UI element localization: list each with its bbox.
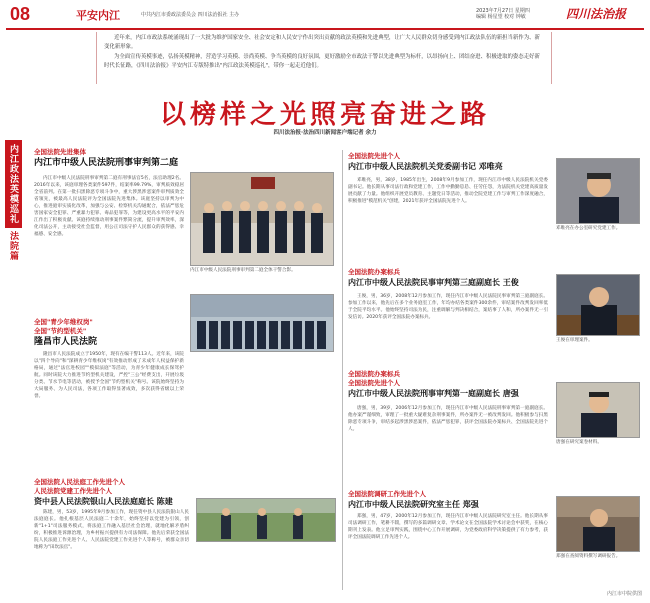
field-photo-image [197, 499, 336, 542]
photo-caption-6: 唐强在研究案卷材料。 [556, 440, 602, 445]
intro-paragraph: 为全面宣传英模事迹，弘扬英模精神，营造学习英模、崇尚英模、争当英模的良好氛围，更好激励全市政法干警以先进典型为标杆，以昂扬向上、团结奋进、积极进取的姿态走好新时代长征路，《四川法治报》平安内江专版特推出"内江政法英模巡礼"，带你一起走近他们。 [104, 54, 540, 69]
photo-caption-1: 内江市中级人民法院刑事审判第二庭全体干警合影。 [190, 268, 296, 273]
masthead [6, 4, 644, 28]
date-block [476, 8, 530, 20]
portrait-4-image [557, 497, 640, 552]
section-name: 平安内江 [76, 9, 120, 22]
portrait-2 [556, 274, 640, 336]
field-photo [196, 498, 336, 542]
article-kicker: 全国法院办案标兵 [348, 268, 400, 276]
article-body: 陈建，男，53岁，1995年9月参加工作，现任资中县人民法院银山人民法庭庭长。他扎根基层人民法庭二十余年，始终坚持以党建为引领，创新"1+1"司法服务模式，将法庭工作融入基层社会治理，就地化解矛盾纠纷，积极推进诉源治理，为乡村振兴提供有力司法保障。他先后荣获全国法院人民法庭工作先进个人、人民法院党建工作先进个人等称号，被群众亲切地称为"田坎法官"。 [34, 510, 189, 550]
photo-caption-7: 郑强在查阅资料撰写调研报告。 [556, 554, 621, 559]
group-photo-1-image [191, 173, 334, 266]
article-kicker-secondary: 人民法院党建工作先进个人 [34, 487, 112, 495]
article-kicker: 全国法院人民法庭工作先进个人 [34, 478, 125, 486]
article-body: 内江市中级人民法院刑事审判第二庭有刑事法官5名，法官助理2名。2016年以来，该庭审理各类案件597件，结案率99.79%，审判质效稳居全省前列。在第一批扫黑除恶专项斗争中，重大涉黑涉恶案件审判质效全省领先，被最高人民法院评为全国法院先进集体。该庭坚持以审判为中心，推进庭审实质化改革，加强与公安、检察机关沟通配合，依法严惩危害国家安全犯罪、严重暴力犯罪、毒品犯罪等，为建设更高水平的平安内江作出了积极贡献。该庭持续推动刑事案件繁简分流，提升审判效率，深化司法公开，主动接受社会监督，用公正司法守护人民群众的获得感、幸福感、安全感。 [34, 176, 184, 237]
portrait-3-image [557, 383, 640, 438]
article-kicker: 全国法院先进集体 [34, 148, 86, 156]
article-title: 内江市中级人民法院机关党委副书记 邓唯亮 [348, 162, 503, 171]
masthead-meta: 中共内江市委政法委员会 四川法治报社 主办 [141, 12, 240, 18]
article-2-body [34, 348, 184, 400]
article-kicker-secondary: 全国法院先进个人 [348, 379, 400, 387]
article-kicker: 全国"青少年维权岗" [34, 318, 93, 326]
article-7-body [348, 510, 548, 541]
article-title: 隆昌市人民法院 [34, 337, 98, 347]
portrait-1-image [557, 159, 640, 224]
article-6-body [348, 402, 548, 433]
column-divider [342, 150, 343, 590]
portrait-4 [556, 496, 640, 552]
article-body: 王俊，男，36岁，2008年12月参加工作，现任内江市中级人民法院民事审判第三庭副庭长。参加工作以来，他先后在多个业务庭室工作，年均办结各类案件300余件，审结案件改判发回率低于全院平均水平。他始终坚持司法为民，注重调解与判决相结合，案结事了人和，所办案件无一引发信访。2020年获评全国法院办案标兵。 [348, 294, 548, 320]
portrait-2-image [557, 275, 640, 336]
intro-paragraph: 近年来，内江市政法系统涌现出了一大批为维护国家安全、社会安定和人民安宁作出突出贡献的政法英模和先进典型，让广大人民群众切身感受到内江政法队伍的新担当新作为、新变化新形象。 [104, 35, 540, 50]
article-5-body [348, 290, 548, 321]
photo-caption-5: 王俊在审理案件。 [556, 338, 593, 343]
article-1 [34, 148, 334, 169]
portrait-1 [556, 158, 640, 224]
article-1-body [34, 172, 184, 238]
byline: 四川法治报·法治四川新闻客户端记者 余力 [273, 130, 377, 136]
article-title: 内江市中级人民法院研究室主任 郑强 [348, 500, 479, 509]
column-banner [5, 140, 21, 264]
article-kicker-secondary: 全国"节约型机关" [34, 327, 87, 335]
portrait-3 [556, 382, 640, 438]
paper-logo: 四川法治报 [566, 7, 627, 21]
article-kicker: 全国法院办案标兵 [348, 370, 400, 378]
page-number: 08 [10, 4, 31, 24]
article-body: 唐强，男，39岁，2006年12月参加工作，现任内江市中级人民法院刑事审判第一庭副庭长。他办案严谨细致，审理了一批重大疑难复杂刑事案件，所办案件无一被改判发回。他积极参与扫黑除恶专项斗争，审结多起涉黑涉恶案件，依法严惩犯罪，获评全国法院办案标兵、全国法院先进个人。 [348, 406, 548, 432]
photo-caption-4: 邓唯亮在办公室研究党建工作。 [556, 226, 621, 231]
article-body: 隆昌市人民法院成立于1950年，现有在编干警113人。近年来，该院以"四个导向"和"深耕青少年维权岗"有效推动形成了未成年人权益保护新格局，通过"法官进校园""模拟法庭"等活动，为青少年健康成长保驾护航。同时该院大力推进节约型机关建设，严控"三公"经费支出，开展垃圾分类、节水节电等活动，被授予全国"节约型机关"称号。该院始终坚持为大局服务、为人民司法，各项工作取得显著成效，多次获得省级以上荣誉。 [34, 352, 184, 399]
banner-category: 法院篇 [8, 231, 18, 261]
group-photo-2-image [191, 295, 334, 352]
masthead-rule [6, 28, 644, 30]
article-title: 资中县人民法院银山人民法庭庭长 陈建 [34, 497, 173, 506]
intro [104, 34, 544, 71]
date-line: 2023年7月27日 星期四 [476, 8, 530, 14]
article-title: 内江市中级人民法院刑事审判第一庭副庭长 唐强 [348, 389, 519, 398]
editor-line: 编辑 杨星望 校对 钟敏 [476, 14, 526, 20]
banner-red: 内江政法英模巡礼 [5, 140, 22, 228]
article-body: 邓唯亮，男，38岁，1985年出生，2008年9月参加工作，现任内江市中级人民法院机关党委副书记。他长期从事司法行政和党建工作，工作中勤勤恳恳、任劳任怨，为法院机关党建高质量发展贡献了力量。他组织开展党员教育、主题党日等活动，推动全院党建工作与审判工作深度融合，积极推进"模范机关"创建，2021年获评全国法院先进个人。 [348, 178, 548, 204]
photo-credit: 内江市中院供图 [606, 591, 642, 597]
article-4-body [348, 174, 548, 205]
group-photo-2 [190, 294, 334, 352]
article-3-body [34, 506, 189, 551]
group-photo-1 [190, 172, 334, 266]
article-body: 郑强，男，47岁，2000年12月参加工作，现任内江市中级人民法院研究室主任。他长期从事司法调研工作，笔耕不辍，撰写的多篇调研文章、学术论文在全国法院学术讨论会中获奖，在核心期刊上发表。他立足审判实践，围绕中心工作开展调研，为党委政府科学决策提供了有力参考，获评全国法院调研工作先进个人。 [348, 514, 548, 540]
article-title: 内江市中级人民法院刑事审判第二庭 [34, 158, 179, 168]
article-kicker: 全国法院调研工作先进个人 [348, 490, 426, 498]
article-title: 内江市中级人民法院民事审判第三庭副庭长 王俊 [348, 278, 519, 287]
article-kicker: 全国法院先进个人 [348, 152, 400, 160]
headline: 以榜样之光照亮奋进之路 [159, 100, 490, 130]
